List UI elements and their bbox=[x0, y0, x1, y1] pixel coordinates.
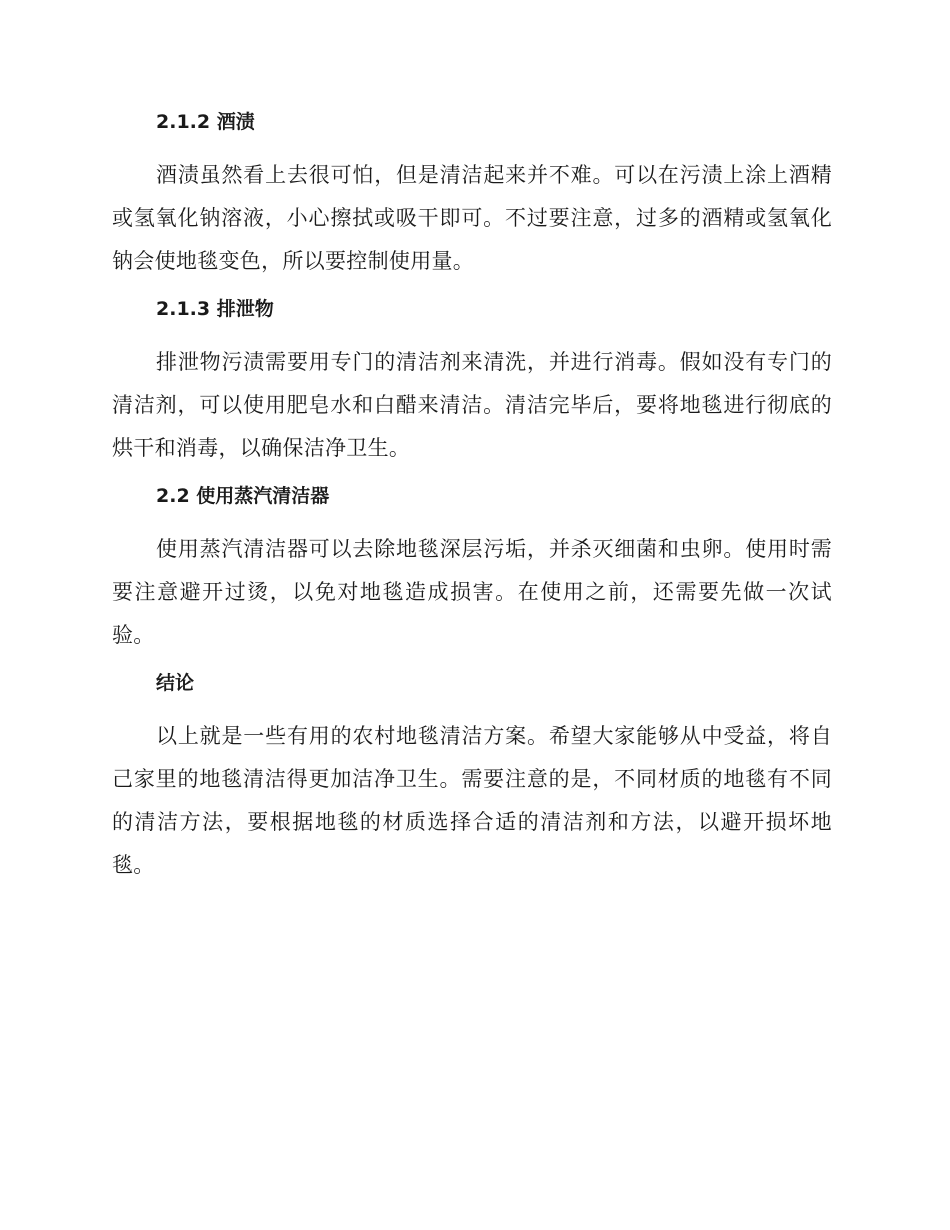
section-steam-cleaner bbox=[112, 482, 832, 657]
section-paragraph: 以上就是一些有用的农村地毯清洁方案。希望大家能够从中受益，将自己家里的地毯清洁得更加洁净卫生。需要注意的是，不同材质的地毯有不同的清洁方法，要根据地毯的材质选择合适的清洁剂和方法，以避开损坏地毯。 bbox=[112, 724, 832, 877]
section-paragraph: 排泄物污渍需要用专门的清洁剂来清洗，并进行消毒。假如没有专门的清洁剂，可以使用肥皂水和白醋来清洁。清洁完毕后，要将地毯进行彻底的烘干和消毒，以确保洁净卫生。 bbox=[112, 350, 832, 460]
section-wine-stain bbox=[112, 108, 832, 283]
section-paragraph: 酒渍虽然看上去很可怕，但是清洁起来并不难。可以在污渍上涂上酒精或氢氧化钠溶液，小心擦拭或吸干即可。不过要注意，过多的酒精或氢氧化钠会使地毯变色，所以要控制使用量。 bbox=[112, 163, 832, 273]
section-heading: 2.2 使用蒸汽清洁器 bbox=[156, 485, 330, 507]
section-heading: 2.1.3 排泄物 bbox=[156, 298, 274, 320]
section-conclusion bbox=[112, 669, 832, 887]
section-excrement bbox=[112, 295, 832, 470]
section-paragraph: 使用蒸汽清洁器可以去除地毯深层污垢，并杀灭细菌和虫卵。使用时需要注意避开过烫，以免对地毯造成损害。在使用之前，还需要先做一次试验。 bbox=[112, 537, 832, 647]
section-heading: 2.1.2 酒渍 bbox=[156, 111, 255, 133]
section-heading: 结论 bbox=[156, 672, 195, 694]
document-page bbox=[112, 108, 832, 899]
